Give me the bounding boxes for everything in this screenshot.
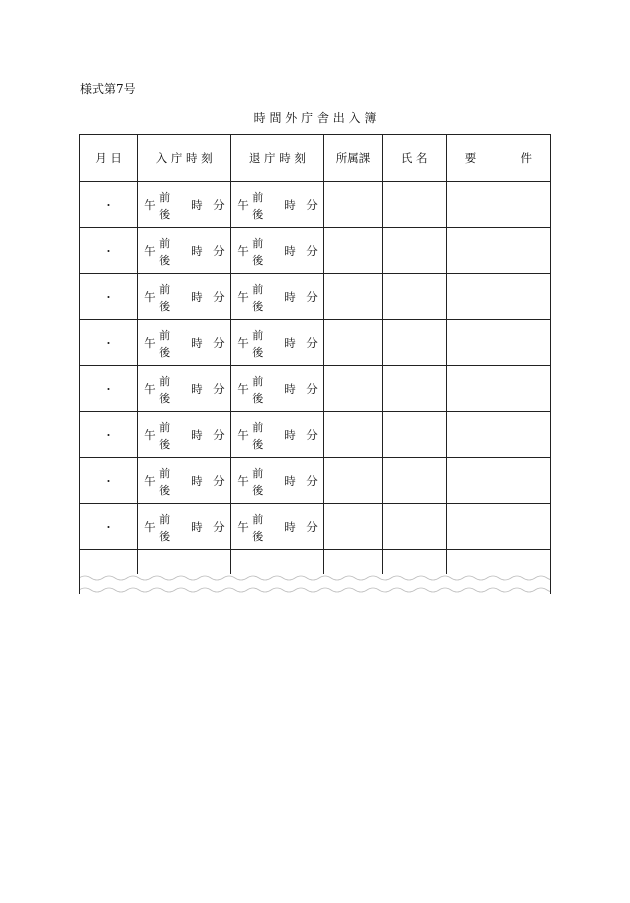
am-label: 前 xyxy=(159,421,171,434)
date-cell[interactable] xyxy=(80,458,138,504)
exit-time-cell[interactable] xyxy=(231,182,324,228)
pm-label: 後 xyxy=(252,392,264,405)
header-purpose-right: 件 xyxy=(520,151,532,165)
purpose-cell[interactable] xyxy=(446,458,550,504)
date-cell[interactable] xyxy=(80,504,138,550)
minute-label: 分 xyxy=(213,198,225,212)
minute-label: 分 xyxy=(306,428,318,442)
name-cell[interactable] xyxy=(382,274,446,320)
pm-label: 後 xyxy=(252,438,264,451)
date-separator: ・ xyxy=(103,336,115,350)
entry-time-cell[interactable] xyxy=(138,412,231,458)
date-cell[interactable] xyxy=(80,182,138,228)
entry-time-cell[interactable] xyxy=(138,228,231,274)
date-cell[interactable] xyxy=(80,228,138,274)
hour-label: 時 xyxy=(191,336,203,350)
date-separator: ・ xyxy=(103,382,115,396)
exit-time-cell[interactable] xyxy=(231,458,324,504)
name-cell[interactable] xyxy=(382,366,446,412)
header-entry-time: 入 庁 時 刻 xyxy=(138,135,231,182)
department-cell[interactable] xyxy=(324,320,382,366)
name-cell[interactable] xyxy=(382,320,446,366)
am-label: 前 xyxy=(252,329,264,342)
minute-label: 分 xyxy=(306,474,318,488)
pm-label: 後 xyxy=(252,208,264,221)
department-cell[interactable] xyxy=(324,182,382,228)
hour-label: 時 xyxy=(284,198,296,212)
hour-label: 時 xyxy=(191,290,203,304)
date-cell[interactable] xyxy=(80,274,138,320)
pm-label: 後 xyxy=(252,346,264,359)
table-row xyxy=(80,458,551,504)
pm-label: 後 xyxy=(159,438,171,451)
header-name: 氏 名 xyxy=(382,135,446,182)
exit-time-cell[interactable] xyxy=(231,320,324,366)
noon-label: 午 xyxy=(237,336,249,350)
pm-label: 後 xyxy=(159,392,171,405)
table-row xyxy=(80,504,551,550)
am-label: 前 xyxy=(252,375,264,388)
name-cell[interactable] xyxy=(382,504,446,550)
table-row xyxy=(80,228,551,274)
noon-label: 午 xyxy=(144,290,156,304)
department-cell[interactable] xyxy=(324,274,382,320)
am-label: 前 xyxy=(252,283,264,296)
department-cell[interactable] xyxy=(324,458,382,504)
department-cell[interactable] xyxy=(324,228,382,274)
name-cell[interactable] xyxy=(382,228,446,274)
header-department: 所属課 xyxy=(324,135,382,182)
border-right-edge xyxy=(550,550,551,594)
pm-label: 後 xyxy=(159,346,171,359)
minute-label: 分 xyxy=(213,336,225,350)
entry-time-cell[interactable] xyxy=(138,458,231,504)
hour-label: 時 xyxy=(284,428,296,442)
table-row xyxy=(80,412,551,458)
hour-label: 時 xyxy=(191,244,203,258)
date-separator: ・ xyxy=(103,244,115,258)
hour-label: 時 xyxy=(284,520,296,534)
minute-label: 分 xyxy=(306,520,318,534)
department-cell[interactable] xyxy=(324,366,382,412)
am-label: 前 xyxy=(159,191,171,204)
am-label: 前 xyxy=(159,467,171,480)
noon-label: 午 xyxy=(237,382,249,396)
date-separator: ・ xyxy=(103,428,115,442)
minute-label: 分 xyxy=(213,428,225,442)
hour-label: 時 xyxy=(284,244,296,258)
purpose-cell[interactable] xyxy=(446,228,550,274)
pm-label: 後 xyxy=(159,300,171,313)
noon-label: 午 xyxy=(144,520,156,534)
entry-time-cell[interactable] xyxy=(138,182,231,228)
exit-time-cell[interactable] xyxy=(231,274,324,320)
pm-label: 後 xyxy=(252,254,264,267)
entry-time-cell[interactable] xyxy=(138,274,231,320)
purpose-cell[interactable] xyxy=(446,366,550,412)
hour-label: 時 xyxy=(284,336,296,350)
minute-label: 分 xyxy=(213,290,225,304)
purpose-cell[interactable] xyxy=(446,274,550,320)
am-label: 前 xyxy=(252,467,264,480)
minute-label: 分 xyxy=(306,382,318,396)
pm-label: 後 xyxy=(252,530,264,543)
minute-label: 分 xyxy=(213,474,225,488)
pm-label: 後 xyxy=(159,208,171,221)
table-row xyxy=(80,274,551,320)
date-separator: ・ xyxy=(103,474,115,488)
noon-label: 午 xyxy=(144,198,156,212)
date-separator: ・ xyxy=(103,520,115,534)
am-label: 前 xyxy=(252,237,264,250)
table-row xyxy=(80,182,551,228)
purpose-cell[interactable] xyxy=(446,504,550,550)
noon-label: 午 xyxy=(237,198,249,212)
exit-time-cell[interactable] xyxy=(231,504,324,550)
exit-time-cell[interactable] xyxy=(231,228,324,274)
form-number: 様式第7号 xyxy=(80,82,136,96)
noon-label: 午 xyxy=(144,428,156,442)
am-label: 前 xyxy=(159,375,171,388)
page-title: 時 間 外 庁 舎 出 入 簿 xyxy=(253,111,377,125)
date-cell[interactable] xyxy=(80,412,138,458)
register-table xyxy=(79,134,551,590)
purpose-cell[interactable] xyxy=(446,320,550,366)
table-row xyxy=(80,366,551,412)
hour-label: 時 xyxy=(191,382,203,396)
name-cell[interactable] xyxy=(382,182,446,228)
hour-label: 時 xyxy=(284,382,296,396)
pm-label: 後 xyxy=(159,530,171,543)
pm-label: 後 xyxy=(252,300,264,313)
am-label: 前 xyxy=(159,513,171,526)
header-date: 月 日 xyxy=(80,135,138,182)
purpose-cell[interactable] xyxy=(446,182,550,228)
entry-time-cell[interactable] xyxy=(138,320,231,366)
minute-label: 分 xyxy=(306,336,318,350)
hour-label: 時 xyxy=(284,290,296,304)
noon-label: 午 xyxy=(237,244,249,258)
am-label: 前 xyxy=(159,237,171,250)
header-row xyxy=(80,135,551,182)
exit-time-cell[interactable] xyxy=(231,366,324,412)
register-sheet xyxy=(79,134,551,594)
hour-label: 時 xyxy=(284,474,296,488)
noon-label: 午 xyxy=(237,290,249,304)
date-separator: ・ xyxy=(103,290,115,304)
minute-label: 分 xyxy=(213,520,225,534)
header-purpose-left: 要 xyxy=(464,151,477,165)
minute-label: 分 xyxy=(306,198,318,212)
noon-label: 午 xyxy=(144,474,156,488)
entry-time-cell[interactable] xyxy=(138,504,231,550)
pm-label: 後 xyxy=(159,254,171,267)
hour-label: 時 xyxy=(191,198,203,212)
hour-label: 時 xyxy=(191,428,203,442)
noon-label: 午 xyxy=(144,382,156,396)
tear-line-upper xyxy=(79,574,551,582)
am-label: 前 xyxy=(252,513,264,526)
header-exit-time: 退 庁 時 刻 xyxy=(231,135,324,182)
name-cell[interactable] xyxy=(382,412,446,458)
am-label: 前 xyxy=(252,191,264,204)
noon-label: 午 xyxy=(237,474,249,488)
am-label: 前 xyxy=(159,329,171,342)
minute-label: 分 xyxy=(213,244,225,258)
department-cell[interactable] xyxy=(324,412,382,458)
noon-label: 午 xyxy=(144,336,156,350)
border-left-edge xyxy=(79,550,80,594)
am-label: 前 xyxy=(252,421,264,434)
noon-label: 午 xyxy=(144,244,156,258)
entry-time-cell[interactable] xyxy=(138,366,231,412)
date-cell[interactable] xyxy=(80,320,138,366)
table-row xyxy=(80,320,551,366)
date-separator: ・ xyxy=(103,198,115,212)
tear-line-lower xyxy=(79,586,551,594)
pm-label: 後 xyxy=(252,484,264,497)
exit-time-cell[interactable] xyxy=(231,412,324,458)
hour-label: 時 xyxy=(191,520,203,534)
minute-label: 分 xyxy=(213,382,225,396)
minute-label: 分 xyxy=(306,244,318,258)
date-cell[interactable] xyxy=(80,366,138,412)
noon-label: 午 xyxy=(237,428,249,442)
am-label: 前 xyxy=(159,283,171,296)
purpose-cell[interactable] xyxy=(446,412,550,458)
pm-label: 後 xyxy=(159,484,171,497)
name-cell[interactable] xyxy=(382,458,446,504)
hour-label: 時 xyxy=(191,474,203,488)
minute-label: 分 xyxy=(306,290,318,304)
header-purpose xyxy=(446,135,550,182)
department-cell[interactable] xyxy=(324,504,382,550)
noon-label: 午 xyxy=(237,520,249,534)
